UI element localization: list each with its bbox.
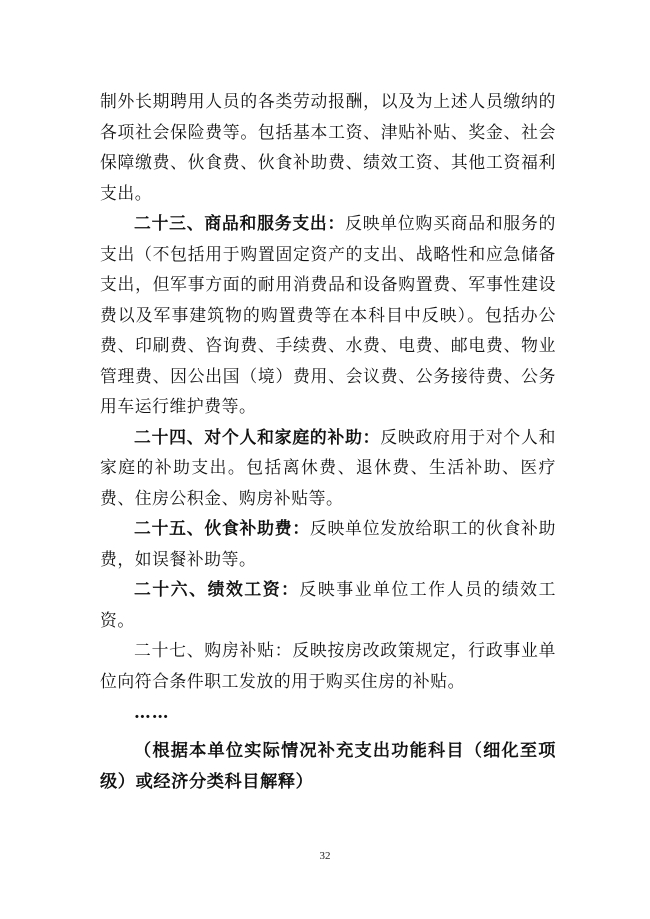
paragraph-continuation — [100, 86, 556, 208]
supplement-note: （根据本单位实际情况补充支出功能科目（细化至项级）或经济分类科目解释） — [100, 741, 556, 792]
paragraph-heading: 二十三、商品和服务支出： — [134, 213, 346, 233]
paragraph-body: 反映事业单位工作人员的绩效工资。 — [100, 579, 556, 630]
paragraph-body: 制外长期聘用人员的各类劳动报酬，以及为上述人员缴纳的各项社会保险费等。包括基本工资、津贴补贴、奖金、社会保障缴费、伙食费、伙食补助费、绩效工资、其他工资福利支出。 — [100, 91, 556, 203]
paragraph-heading: 二十六、绩效工资： — [134, 579, 300, 599]
paragraph-body: 反映单位发放给职工的伙食补助费，如误餐补助等。 — [100, 518, 556, 569]
paragraph-performance-pay — [100, 574, 556, 635]
paragraph-body: 反映单位购买商品和服务的支出（不包括用于购置固定资产的支出、战略性和应急储备支出，但军事方面的耐用消费品和设备购置费、军事性建设费以及军事建筑物的购置费等在本科目中反映）。包括办公费、印刷费、咨询费、手续费、水费、电费、邮电费、物业管理费、因公出国（境）费用、会议费、公务接待费、公务用车运行维护费等。 — [100, 213, 557, 416]
paragraph-body: 二十七、购房补贴：反映按房改政策规定，行政事业单位向符合条件职工发放的用于购买住房的补贴。 — [100, 640, 556, 691]
paragraph-heading: 二十五、伙食补助费： — [134, 518, 310, 538]
paragraph-heading: 二十四、对个人和家庭的补助： — [134, 426, 381, 447]
paragraph-meal-subsidy — [100, 513, 556, 574]
page-number: 32 — [319, 850, 331, 862]
document-body — [100, 86, 556, 797]
ellipsis: …… — [134, 702, 170, 722]
paragraph-housing-subsidy — [100, 635, 556, 696]
paragraph-personal-family-subsidy — [100, 422, 556, 514]
paragraph-goods-and-services — [100, 208, 556, 422]
paragraph-body: 反映政府用于对个人和家庭的补助支出。包括离休费、退休费、生活补助、医疗费、住房公积金、购房补贴等。 — [100, 426, 556, 508]
